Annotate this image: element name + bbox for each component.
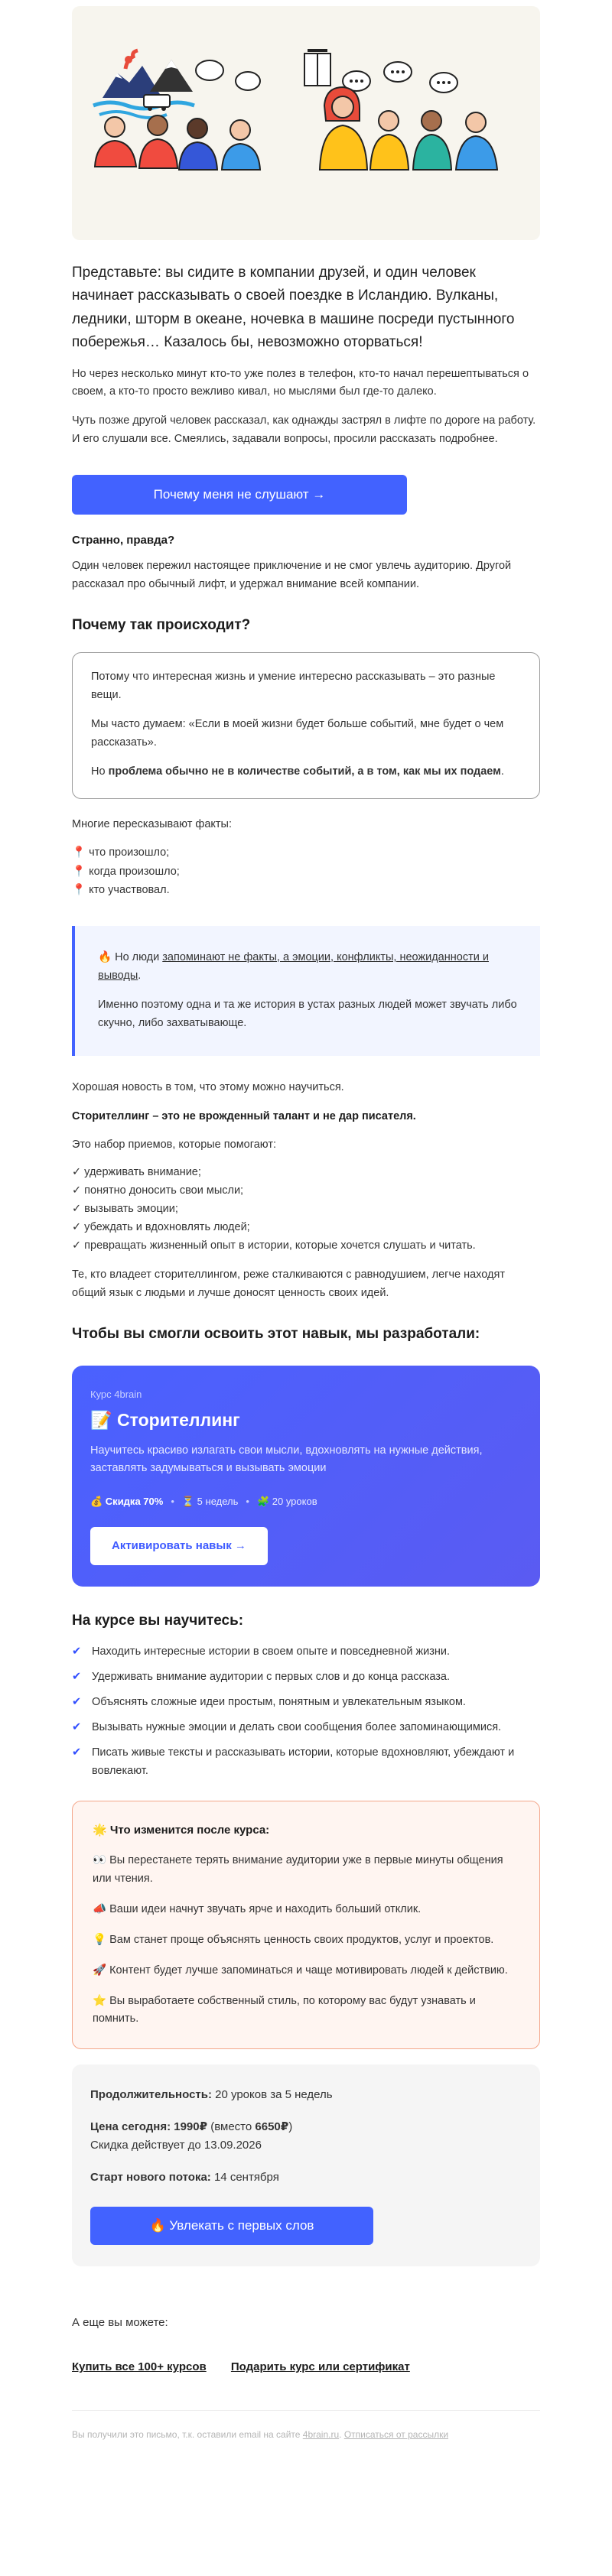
techniques-intro: Это набор приемов, которые помогают:	[72, 1139, 276, 1152]
note-paragraph-2: Именно поэтому одна и та же история в устах разных людей может звучать либо скучно, либо захватывающе.	[98, 998, 517, 1029]
change-item: ⭐ Вы выработаете собственный стиль, по которому вас будут узнавать и помнить.	[93, 1994, 476, 2025]
list-item: ✓ удерживать внимание;	[72, 1166, 201, 1179]
list-item: ✔ Удерживать внимание аудитории с первых слов и до конца рассказа.	[72, 1668, 540, 1687]
facts-intro: Многие пересказывают факты:	[72, 818, 232, 831]
why-not-listen-button[interactable]: Почему меня не слушают →	[72, 475, 407, 515]
list-item: 📍 кто участвовал.	[72, 884, 170, 897]
list-item: 📍 что произошло;	[72, 846, 170, 859]
changes-title: 🌟 Что изменится после курса:	[93, 1823, 270, 1837]
course-description: Научитесь красиво излагать свои мысли, вдохновлять на нужные действия, заставлять задумываться и вызывать эмоции	[90, 1444, 483, 1475]
intro-paragraph-2: Чуть позже другой человек рассказал, как однажды застрял в лифте по дороге на работу. И его слушали все. Смеялись, задавали вопросы, просили рассказать подробнее.	[72, 414, 536, 446]
pin-icon: 📍	[72, 865, 86, 878]
learn-title: На курсе вы научитесь:	[72, 1613, 244, 1629]
why-title: Почему так происходит?	[72, 617, 251, 634]
note-paragraph-1: 🔥 Но люди запоминают не факты, а эмоции, конфликты, неожиданности и выводы.	[98, 950, 489, 982]
check-icon: ✔	[72, 1746, 82, 1759]
course-lessons: 🧩 20 уроков	[256, 1496, 317, 1508]
unsubscribe-link[interactable]: Отписаться от рассылки	[343, 2429, 449, 2441]
change-item: 📣 Ваши идеи начнут звучать ярче и находить больший отклик.	[93, 1902, 422, 1915]
list-item: ✓ превращать жизненный опыт в истории, которые хочется слушать и читать.	[72, 1239, 476, 1252]
activate-skill-button[interactable]: Активировать навык →	[90, 1527, 268, 1565]
course-title: 📝 Сторителлинг	[90, 1410, 240, 1431]
why-emphasis: проблема обычно не в количестве событий, а в том, как мы их подаем	[108, 765, 501, 778]
list-item: 📍 когда произошло;	[72, 865, 180, 878]
check-icon: ✔	[72, 1721, 82, 1734]
gift-course-link[interactable]: Подарить курс или сертификат	[230, 2360, 410, 2374]
emotions-note	[72, 926, 540, 1056]
discount-badge: 💰 Скидка 70%	[90, 1496, 164, 1508]
techniques-list	[72, 1164, 540, 1256]
left-group-people-icon	[95, 115, 260, 170]
good-news: Хорошая новость в том, что этому можно научиться.	[72, 1080, 344, 1093]
list-item: ✔ Вызывать нужные эмоции и делать свои сообщения более запоминающимися.	[72, 1719, 540, 1737]
why-paragraph-2: Мы часто думаем: «Если в моей жизни будет больше событий, мне будет о чем рассказать».	[91, 718, 504, 749]
storytelling-statement: Сторителлинг – это не врожденный талант и не дар писателя.	[72, 1109, 416, 1122]
course-weeks: ⏳ 5 недель	[181, 1496, 239, 1508]
old-price: 6650₽	[255, 2120, 289, 2134]
why-box	[72, 652, 540, 799]
email-container	[72, 6, 540, 2461]
list-item: ✓ вызывать эмоции;	[72, 1203, 178, 1216]
check-icon: ✔	[72, 1696, 82, 1709]
developed-title: Чтобы вы смогли освоить этот навык, мы разработали:	[72, 1325, 480, 1342]
list-item: ✓ понятно доносить свои мысли;	[72, 1184, 244, 1197]
site-link[interactable]: 4brain.ru	[302, 2429, 340, 2441]
change-item: 🚀 Контент будет лучше запоминаться и чаще мотивировать людей к действию.	[93, 1964, 508, 1977]
changes-box	[72, 1801, 540, 2049]
buy-all-courses-link[interactable]: Купить все 100+ курсов	[72, 2360, 207, 2374]
course-meta: 💰 Скидка 70% • ⏳ 5 недель • 🧩 20 уроков	[90, 1496, 317, 1508]
start-line: Старт нового потока: 14 сентября	[90, 2171, 279, 2185]
footer: Вы получили это письмо, т.к. оставили email на сайте 4brain.ru. Отписаться от рассылки	[72, 2410, 540, 2461]
why-paragraph-1: Потому что интересная жизнь и умение интересно рассказывать – это разные вещи.	[91, 671, 496, 702]
list-item: ✔ Находить интересные истории в своем опыте и повседневной жизни.	[72, 1643, 540, 1662]
check-icon: ✔	[72, 1645, 82, 1658]
change-item: 👀 Вы перестанете терять внимание аудитории уже в первые минуты общения или чтения.	[93, 1853, 503, 1885]
iceland-landscape-icon	[93, 50, 194, 118]
discount-deadline: Скидка действует до 13.09.2026	[90, 2139, 262, 2152]
why-paragraph-3: Но проблема обычно не в количестве событий, а в том, как мы их подаем.	[91, 765, 504, 778]
friends-talking-illustration	[72, 6, 540, 240]
check-icon: ✔	[72, 1671, 82, 1684]
price-box	[72, 2064, 540, 2266]
strange-text: Один человек пережил настоящее приключение и не смог увлечь аудиторию. Другой рассказал про обычный лифт, и удержал внимание всей компании.	[72, 560, 512, 591]
memo-icon: 📝	[90, 1410, 112, 1431]
duration-line: Продолжительность: 20 уроков за 5 недель	[90, 2088, 333, 2102]
emotions-link[interactable]: запоминают не факты, а эмоции, конфликты, неожиданности и выводы	[98, 950, 489, 982]
pin-icon: 📍	[72, 884, 86, 897]
fire-icon: 🔥	[98, 950, 112, 963]
pin-icon: 📍	[72, 846, 86, 859]
price-line: Цена сегодня: 1990₽ (вместо 6650₽) Скидка действует до 13.09.2026	[90, 2120, 293, 2152]
hero-illustration	[72, 6, 540, 240]
learn-list	[72, 1643, 540, 1781]
right-group-people-icon	[320, 87, 497, 170]
elevator-icon	[304, 49, 330, 86]
list-item: ✓ убеждать и вдохновлять людей;	[72, 1221, 250, 1234]
extra-links	[72, 2358, 540, 2376]
engage-button[interactable]: 🔥 Увлекать с первых слов	[90, 2207, 373, 2245]
course-kicker: Курс 4brain	[90, 1389, 142, 1401]
intro-paragraph-1: Но через несколько минут кто-то уже полез в телефон, кто-то начал перешептываться о своем, а кто-то просто вежливо кивал, но мыслями был где-то далеко.	[72, 367, 529, 398]
facts-list	[72, 843, 540, 900]
list-item: ✔ Писать живые тексты и рассказывать истории, которые вдохновляют, убеждают и вовлекают.	[72, 1744, 540, 1781]
change-item: 💡 Вам станет проще объяснять ценность своих продуктов, услуг и проектов.	[93, 1933, 494, 1946]
intro-lead: Представьте: вы сидите в компании друзей, и один человек начинает рассказывать о своей поездке в Исландию. Вулканы, ледники, шторм в океане, ночевка в машине посреди пустынного побережья… Казалось бы, невозможно оторваться!	[72, 265, 515, 351]
course-card	[72, 1366, 540, 1587]
strange-title: Странно, правда?	[72, 534, 175, 547]
storytelling-benefit: Те, кто владеет сторителлингом, реже сталкиваются с равнодушием, легче находят общий язык с людьми и лучше доносят ценность своих идей.	[72, 1269, 505, 1299]
list-item: ✔ Объяснять сложные идеи простым, понятным и увлекательным языком.	[72, 1694, 540, 1712]
also-title: А еще вы можете:	[72, 2316, 168, 2330]
